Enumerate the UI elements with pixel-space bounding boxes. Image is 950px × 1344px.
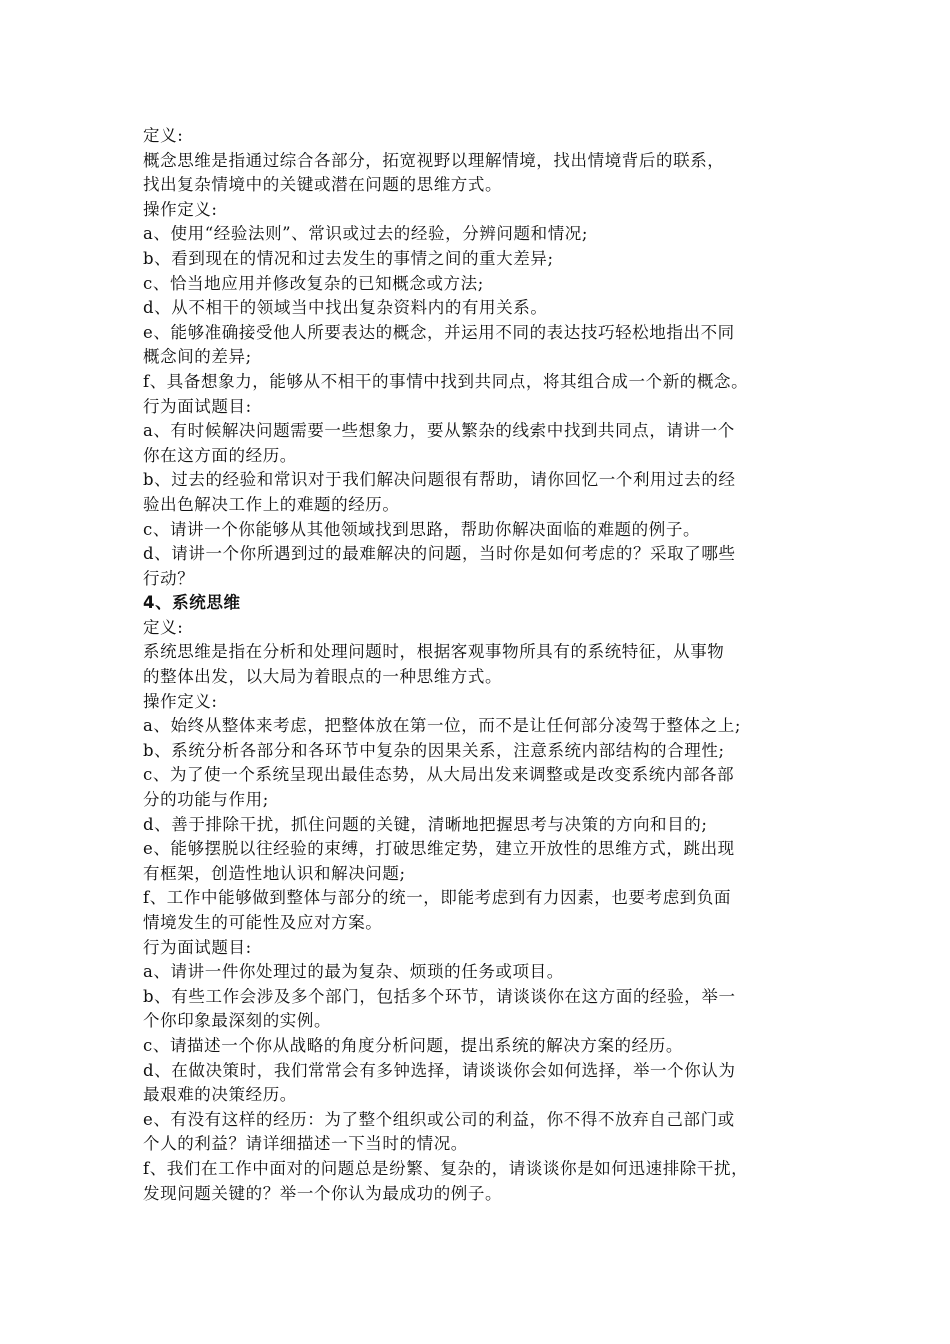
list-item: c、为了使一个系统呈现出最佳态势，从大局出发来调整或是改变系统内部各部 <box>143 765 735 785</box>
operational-definition-label: 操作定义: <box>143 691 218 711</box>
document-page <box>143 124 823 1206</box>
list-item-continuation: 情境发生的可能性及应对方案。 <box>143 913 383 932</box>
list-item: a、始终从整体来考虑，把整体放在第一位，而不是让任何部分凌驾于整体之上; <box>143 716 741 736</box>
list-item: b、过去的经验和常识对于我们解决问题很有帮助，请你回忆一个利用过去的经 <box>143 470 736 490</box>
list-item-continuation: 发现问题关键的？举一个你认为最成功的例子。 <box>143 1183 503 1203</box>
list-item: e、能够准确接受他人所要表达的概念，并运用不同的表达技巧轻松地指出不同 <box>143 322 735 342</box>
list-item: f、我们在工作中面对的问题总是纷繁、复杂的，请谈谈你是如何迅速排除干扰， <box>143 1158 749 1178</box>
list-item-continuation: 有框架，创造性地认识和解决问题; <box>143 863 406 883</box>
list-item: d、请讲一个你所遇到过的最难解决的问题，当时你是如何考虑的？采取了哪些 <box>143 544 736 564</box>
list-item: f、工作中能够做到整体与部分的统一，即能考虑到有力因素，也要考虑到负面 <box>143 888 732 908</box>
list-item: c、请讲一个你能够从其他领域找到思路，帮助你解决面临的难题的例子。 <box>143 519 701 539</box>
list-item: a、使用“经验法则”、常识或过去的经验，分辨问题和情况; <box>143 224 589 244</box>
definition-label: 定义: <box>143 617 184 637</box>
definition-label: 定义: <box>143 126 184 145</box>
list-item-continuation: 个你印象最深刻的实例。 <box>143 1011 332 1031</box>
list-item-continuation: 概念间的差异; <box>143 347 252 367</box>
list-item: a、有时候解决问题需要一些想象力，要从繁杂的线索中找到共同点，请讲一个 <box>143 421 735 441</box>
list-item: c、请描述一个你从战略的角度分析问题，提出系统的解决方案的经历。 <box>143 1035 683 1055</box>
list-item: d、在做决策时，我们常常会有多钟选择，请谈谈你会如何选择，举一个你认为 <box>143 1060 736 1080</box>
list-item-continuation: 最艰难的决策经历。 <box>143 1085 297 1105</box>
list-item: d、善于排除干扰，抓住问题的关键，清晰地把握思考与决策的方向和目的; <box>143 814 708 834</box>
list-item: b、看到现在的情况和过去发生的事情之间的重大差异; <box>143 248 554 268</box>
list-item-continuation: 分的功能与作用; <box>143 790 269 810</box>
list-item-continuation: 你在这方面的经历。 <box>143 445 297 465</box>
definition-text-line: 找出复杂情境中的关键或潜在问题的思维方式。 <box>143 175 503 195</box>
list-item: e、能够摆脱以往经验的束缚，打破思维定势，建立开放性的思维方式，跳出现 <box>143 839 735 859</box>
definition-text-line: 概念思维是指通过综合各部分，拓宽视野以理解情境，找出情境背后的联系， <box>143 150 725 170</box>
section-heading: 4、系统思维 <box>143 593 241 613</box>
list-item-continuation: 验出色解决工作上的难题的经历。 <box>143 494 400 514</box>
list-item: b、有些工作会涉及多个部门，包括多个环节，请谈谈你在这方面的经验，举一 <box>143 986 736 1006</box>
list-item: d、从不相干的领域当中找出复杂资料内的有用关系。 <box>143 298 548 318</box>
list-item-continuation: 个人的利益？请详细描述一下当时的情况。 <box>143 1134 468 1154</box>
list-item: e、有没有这样的经历：为了整个组织或公司的利益，你不得不放弃自己部门或 <box>143 1109 735 1129</box>
interview-questions-label: 行为面试题目: <box>143 396 252 416</box>
list-item: f、具备想象力，能够从不相干的事情中找到共同点，将其组合成一个新的概念。 <box>143 371 749 391</box>
definition-text-line: 的整体出发，以大局为着眼点的一种思维方式。 <box>143 667 503 687</box>
interview-questions-label: 行为面试题目: <box>143 937 252 957</box>
definition-text-line: 系统思维是指在分析和处理问题时，根据客观事物所具有的系统特征，从事物 <box>143 642 725 662</box>
list-item: b、系统分析各部分和各环节中复杂的因果关系，注意系统内部结构的合理性; <box>143 740 725 760</box>
operational-definition-label: 操作定义: <box>143 199 218 219</box>
list-item: c、恰当地应用并修改复杂的已知概念或方法; <box>143 273 484 293</box>
list-item: a、请讲一件你处理过的最为复杂、烦琐的任务或项目。 <box>143 962 564 982</box>
list-item-continuation: 行动？ <box>143 568 195 588</box>
